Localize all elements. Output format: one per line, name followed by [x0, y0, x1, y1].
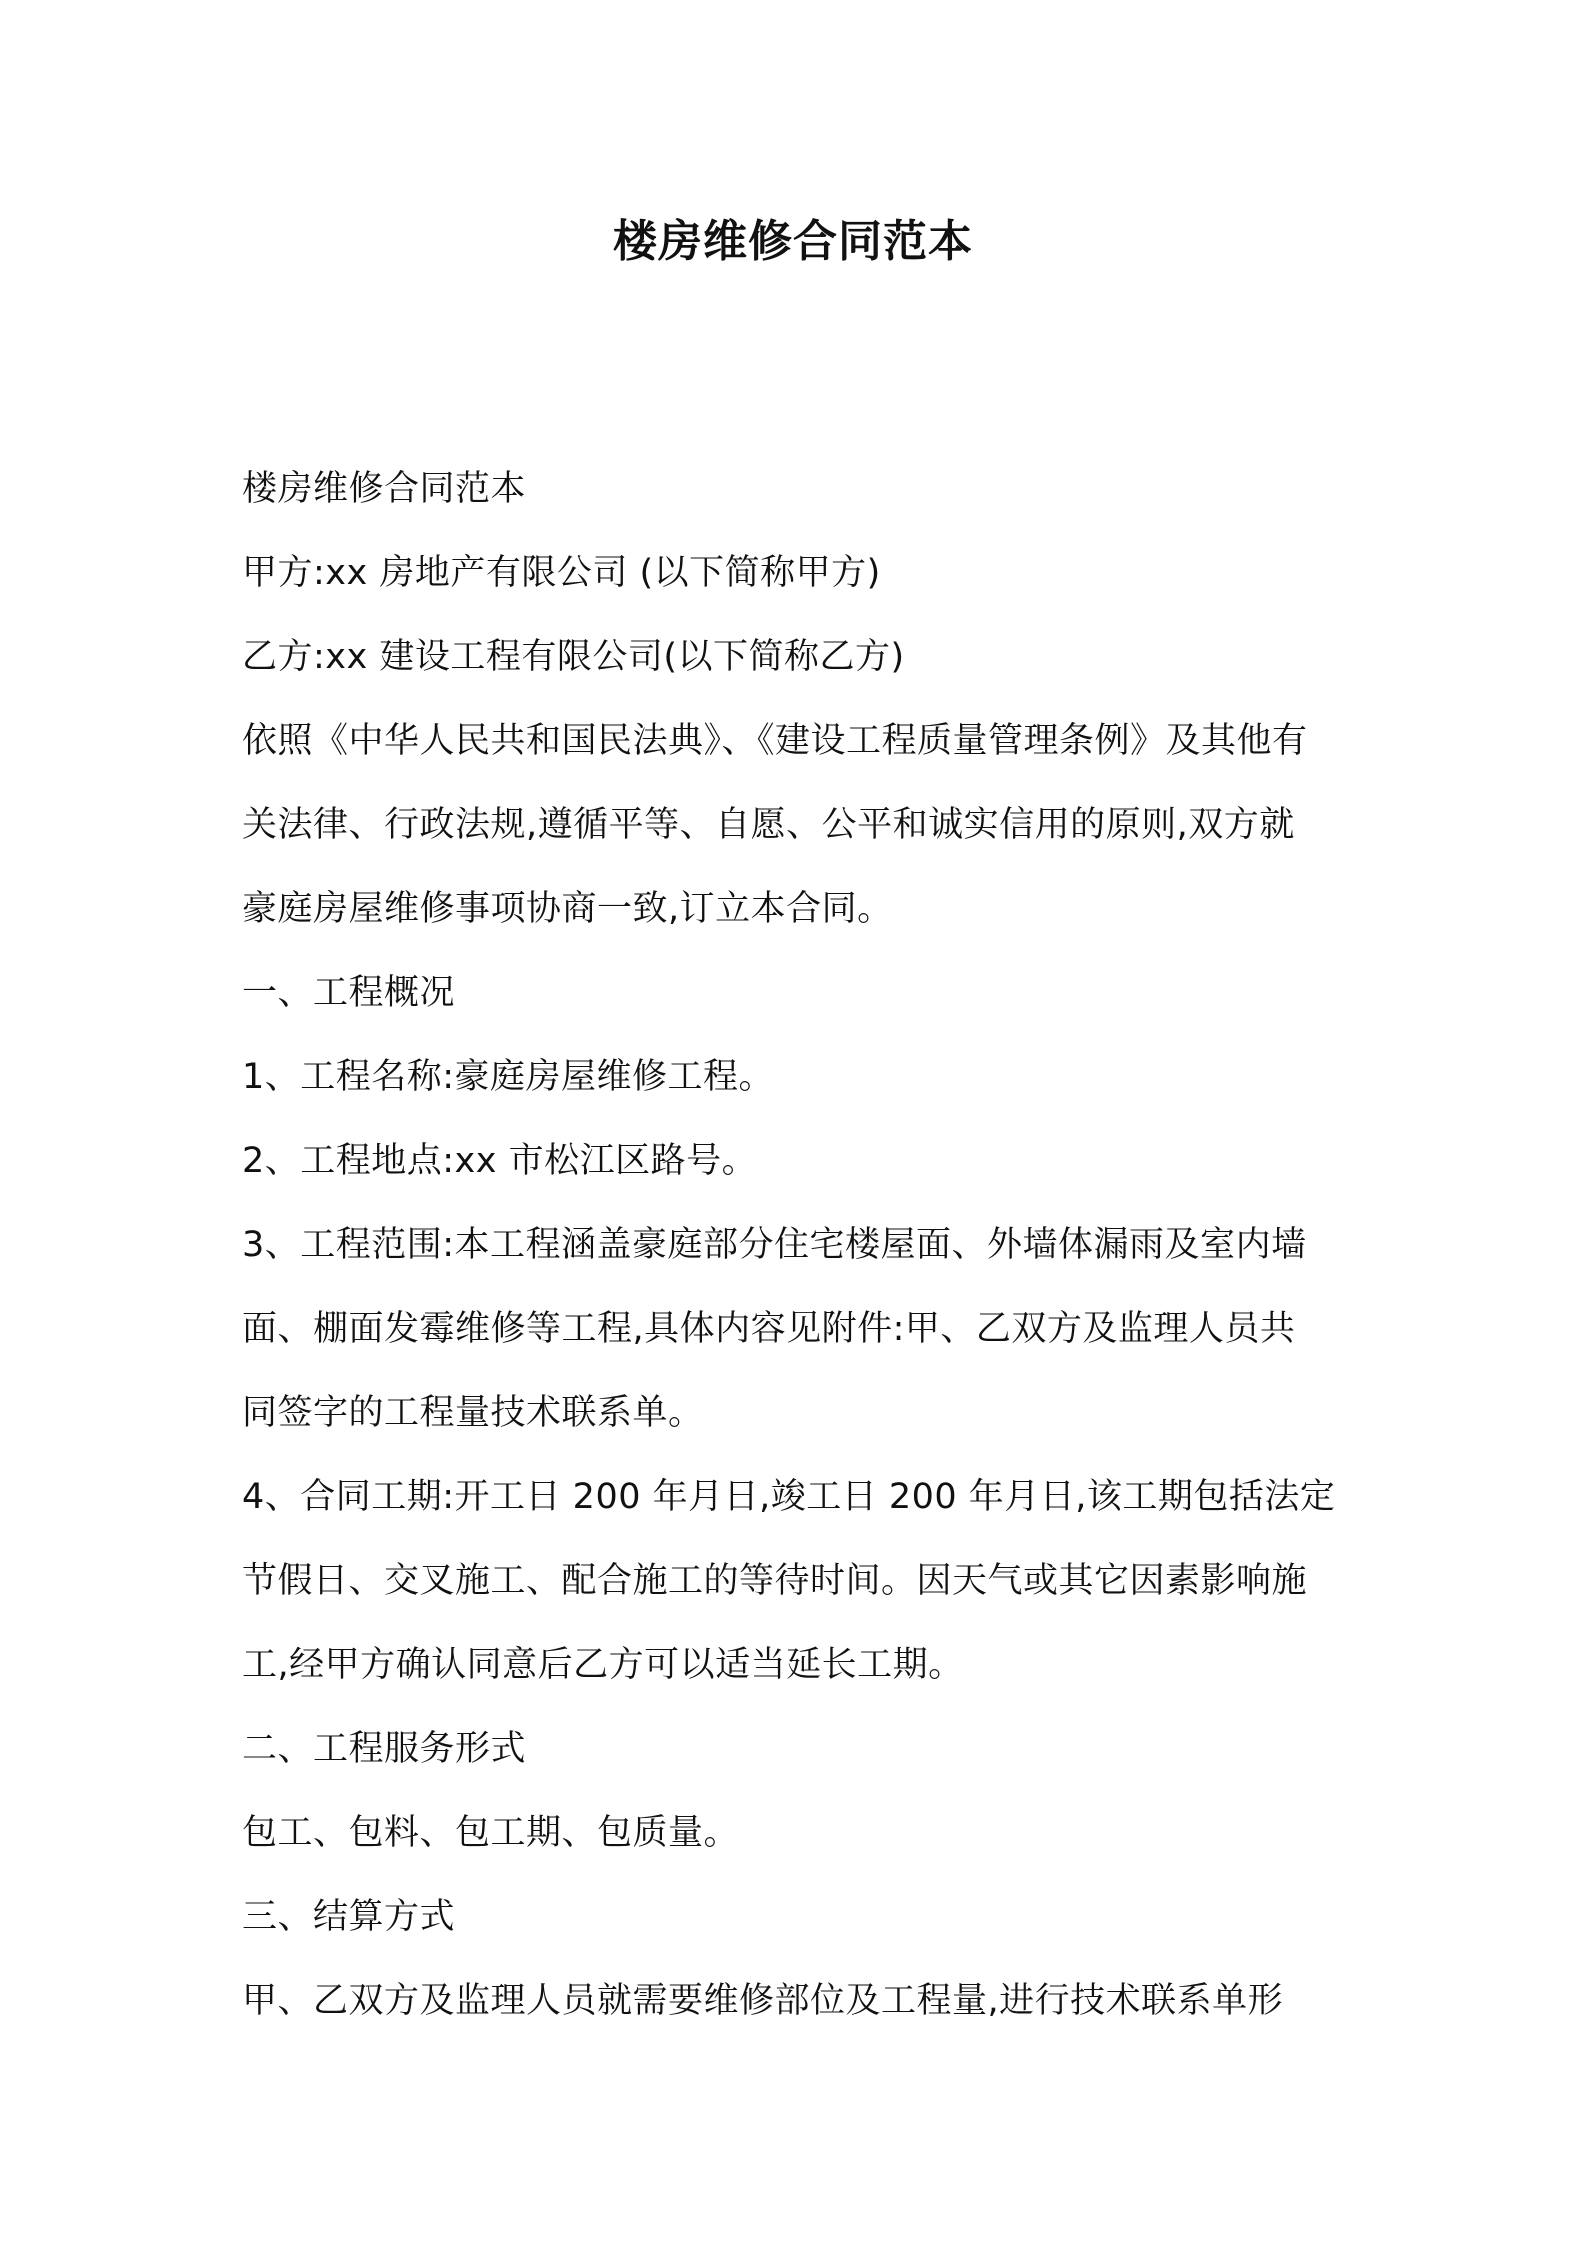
body-line-project-name: 1、工程名称:豪庭房屋维修工程。 — [242, 1057, 775, 1097]
body-line-subtitle: 楼房维修合同范本 — [242, 469, 527, 509]
body-line-preamble-2: 关法律、行政法规,遵循平等、自愿、公平和诚实信用的原则,双方就 — [242, 805, 1295, 845]
body-line-schedule-1: 4、合同工期:开工日 200 年月日,竣工日 200 年月日,该工期包括法定 — [242, 1477, 1336, 1517]
body-line-project-scope-3: 同签字的工程量技术联系单。 — [242, 1393, 704, 1433]
body-line-project-location: 2、工程地点:xx 市松江区路号。 — [242, 1141, 758, 1181]
document-title: 楼房维修合同范本 — [613, 216, 973, 267]
body-line-preamble-1: 依照《中华人民共和国民法典》、《建设工程质量管理条例》及其他有 — [242, 721, 1308, 761]
body-line-service-form: 包工、包料、包工期、包质量。 — [242, 1813, 740, 1853]
document-body — [242, 447, 1352, 2043]
body-line-party-b: 乙方:xx 建设工程有限公司(以下简称乙方) — [242, 637, 905, 677]
section-heading-service-form: 二、工程服务形式 — [242, 1729, 527, 1769]
body-line-schedule-2: 节假日、交叉施工、配合施工的等待时间。因天气或其它因素影响施 — [242, 1561, 1308, 1601]
body-line-project-scope-2: 面、棚面发霉维修等工程,具体内容见附件:甲、乙双方及监理人员共 — [242, 1309, 1296, 1349]
section-heading-overview: 一、工程概况 — [242, 973, 456, 1013]
body-line-project-scope-1: 3、工程范围:本工程涵盖豪庭部分住宅楼屋面、外墙体漏雨及室内墙 — [242, 1225, 1307, 1265]
body-line-schedule-3: 工,经甲方确认同意后乙方可以适当延长工期。 — [242, 1645, 964, 1685]
body-line-party-a: 甲方:xx 房地产有限公司 (以下简称甲方) — [242, 553, 881, 593]
body-line-preamble-3: 豪庭房屋维修事项协商一致,订立本合同。 — [242, 889, 893, 929]
section-heading-settlement: 三、结算方式 — [242, 1897, 456, 1937]
body-line-settlement-1: 甲、乙双方及监理人员就需要维修部位及工程量,进行技术联系单形 — [242, 1981, 1284, 2021]
